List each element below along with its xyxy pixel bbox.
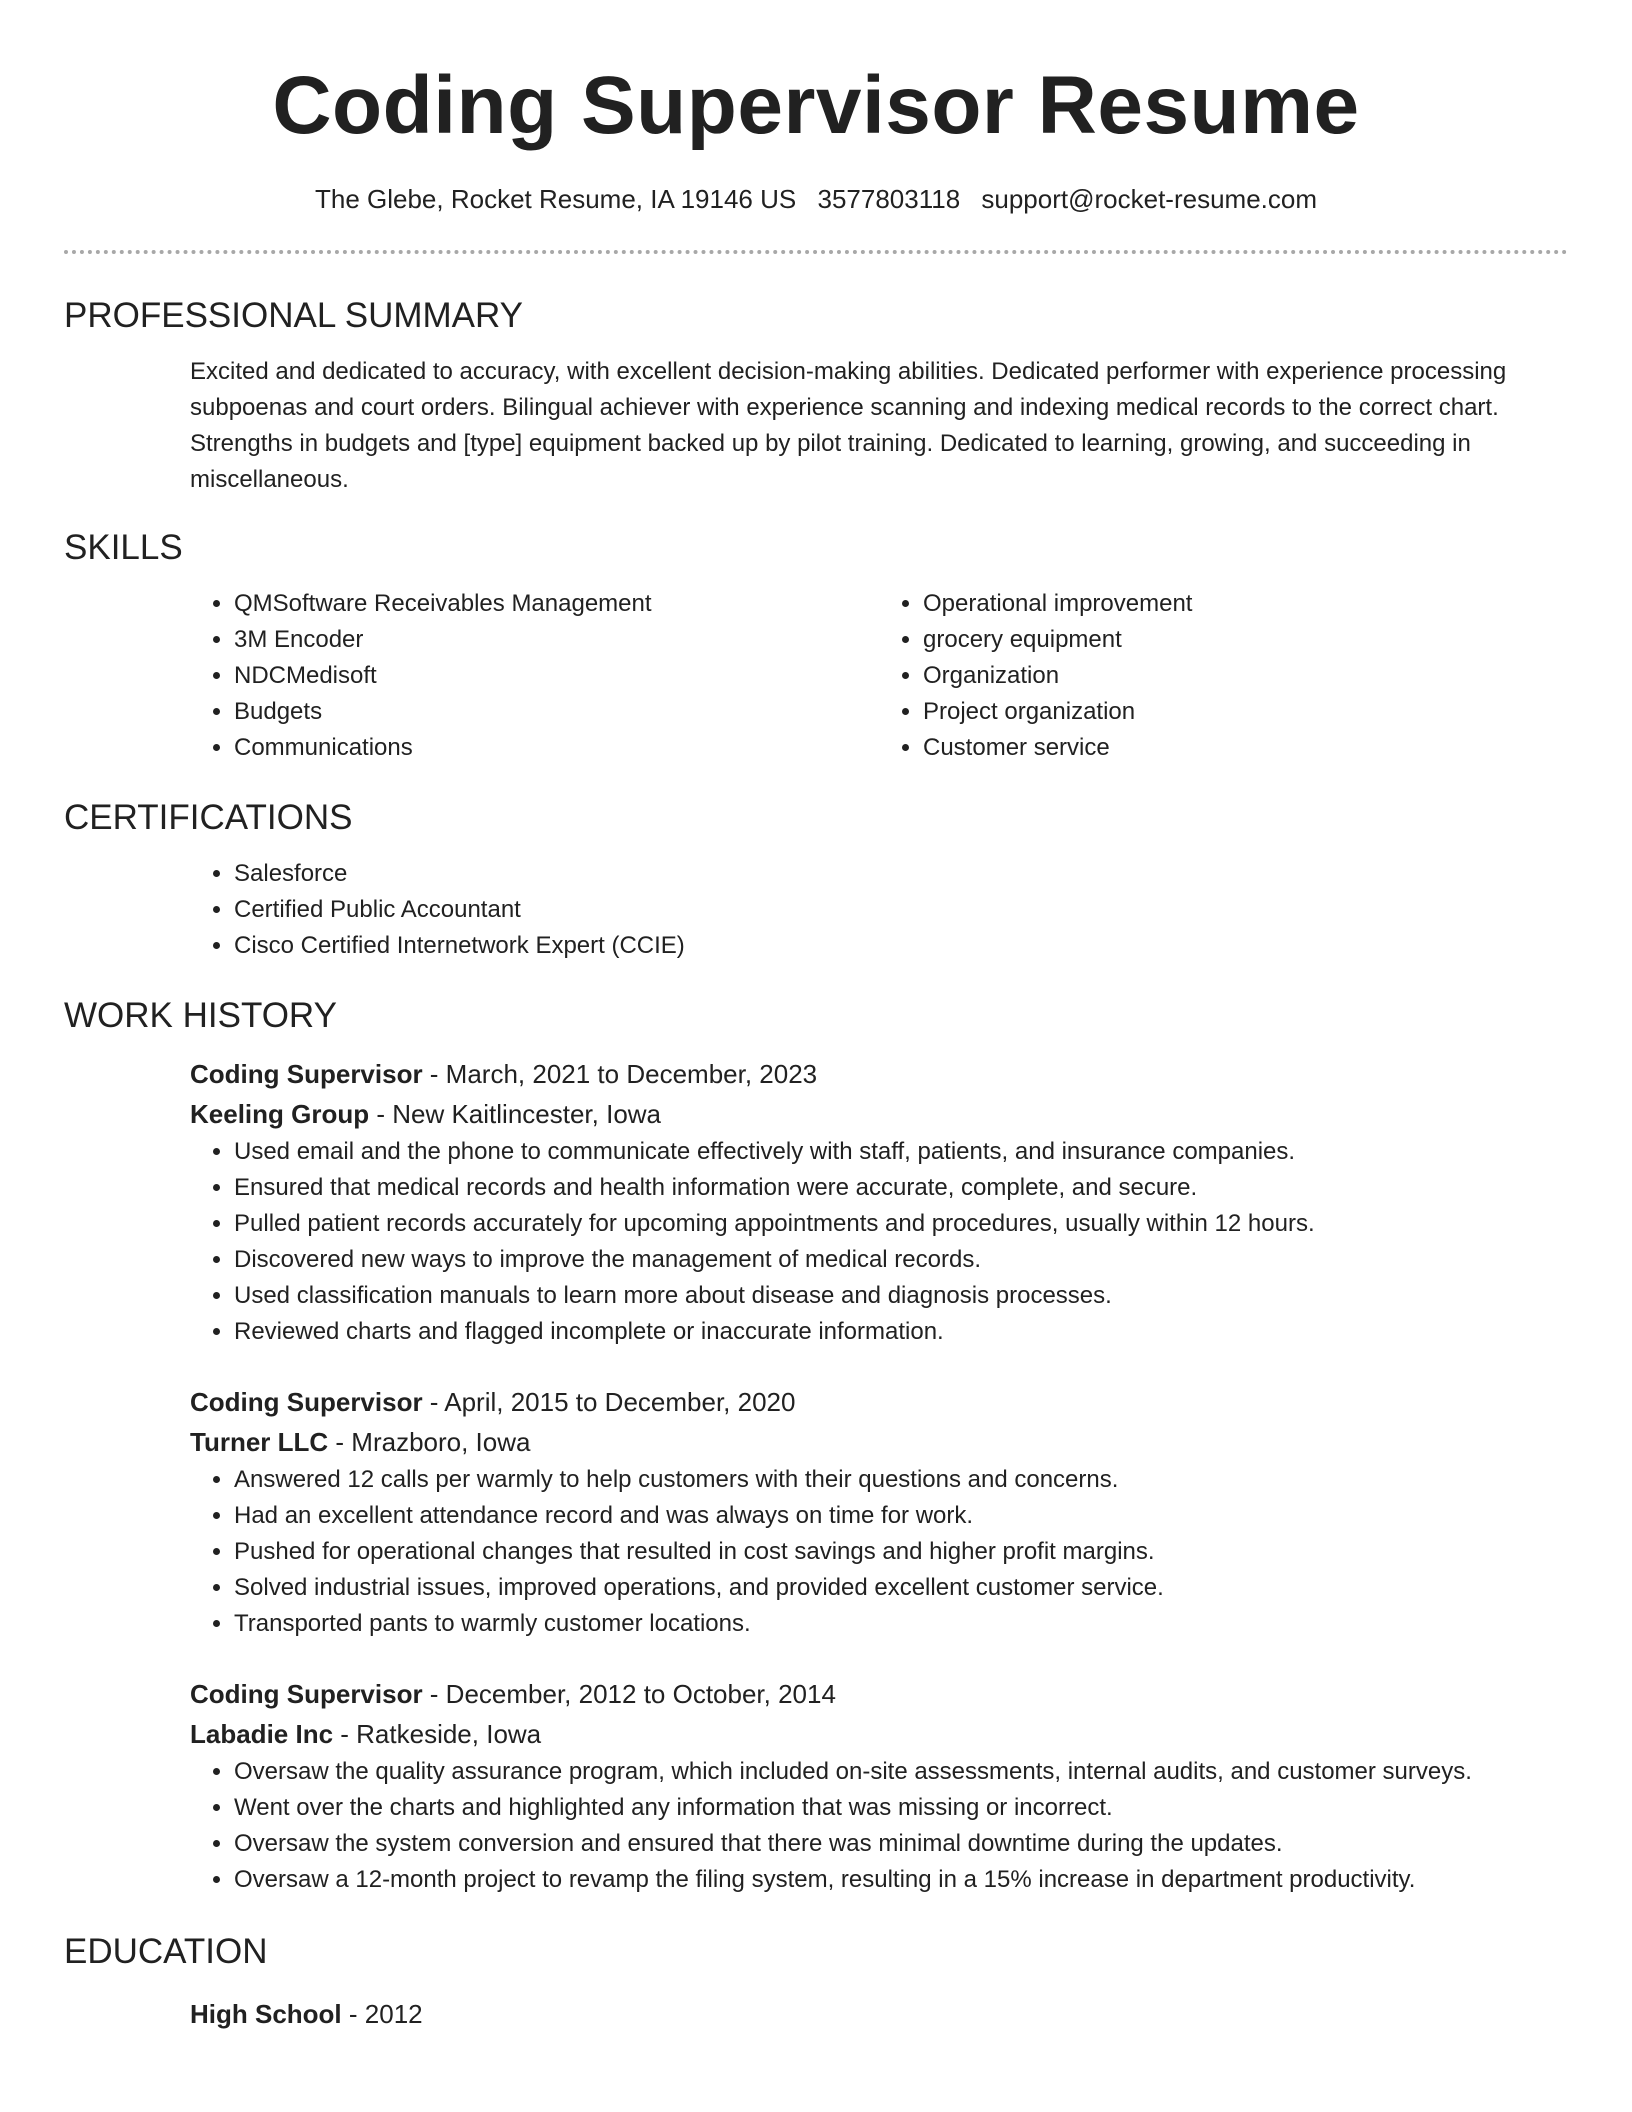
job-title: Coding Supervisor <box>190 1679 423 1709</box>
section-heading-certifications: CERTIFICATIONS <box>64 798 353 837</box>
job-bullet: • Had an excellent attendance record and was always on time for work. <box>234 1498 1568 1534</box>
skill-item: • QMSoftware Receivables Management <box>234 586 879 622</box>
job-bullet: • Oversaw a 12-month project to revamp the filing system, resulting in a 15% increase in department productivity. <box>234 1862 1568 1898</box>
contact-address: The Glebe, Rocket Resume, IA 19146 US <box>314 184 797 214</box>
job-bullet: • Discovered new ways to improve the management of medical records. <box>234 1242 1568 1278</box>
job-title-line <box>190 1674 1568 1714</box>
section-work-history <box>64 994 1568 1898</box>
job-bullet: • Used email and the phone to communicate effectively with staff, patients, and insurance companies. <box>234 1134 1568 1170</box>
job-bullet: • Transported pants to warmly customer locations. <box>234 1606 1568 1642</box>
skill-item: • Customer service <box>923 730 1568 766</box>
education-degree: High School <box>190 1999 342 2029</box>
job-location: - Ratkeside, Iowa <box>333 1719 542 1749</box>
certifications-list <box>190 856 1568 964</box>
job-bullet: • Went over the charts and highlighted any information that was missing or incorrect. <box>234 1790 1568 1826</box>
education-entry <box>190 1994 1568 2034</box>
job-dates: - March, 2021 to December, 2023 <box>422 1059 818 1089</box>
contact-phone: 3577803118 <box>817 184 961 214</box>
job-dates: - April, 2015 to December, 2020 <box>422 1387 796 1417</box>
job-bullet: • Oversaw the system conversion and ensured that there was minimal downtime during the updates. <box>234 1826 1568 1862</box>
job-bullet: • Oversaw the quality assurance program, which included on-site assessments, internal audits, and customer surveys. <box>234 1754 1568 1790</box>
job-company: Keeling Group <box>190 1099 370 1129</box>
skills-list-left <box>190 586 879 766</box>
summary-body <box>64 354 1568 498</box>
skill-item: • 3M Encoder <box>234 622 879 658</box>
skill-item: • Budgets <box>234 694 879 730</box>
job-bullet: • Ensured that medical records and health information were accurate, complete, and secure. <box>234 1170 1568 1206</box>
job-company: Labadie Inc <box>190 1719 334 1749</box>
job-dates: - December, 2012 to October, 2014 <box>422 1679 836 1709</box>
job-company: Turner LLC <box>190 1427 329 1457</box>
job-bullet-list <box>190 1134 1568 1350</box>
section-heading-skills: SKILLS <box>64 528 183 567</box>
skill-item: • Operational improvement <box>923 586 1568 622</box>
skill-item: • Project organization <box>923 694 1568 730</box>
job-entry <box>190 1054 1568 1350</box>
job-location: - Mrazboro, Iowa <box>328 1427 531 1457</box>
job-bullet: • Reviewed charts and flagged incomplete or inaccurate information. <box>234 1314 1568 1350</box>
certifications-body <box>64 856 1568 964</box>
certification-item: • Certified Public Accountant <box>234 892 1568 928</box>
job-location: - New Kaitlincester, Iowa <box>369 1099 662 1129</box>
job-company-line <box>190 1094 1568 1134</box>
contact-line <box>64 182 1568 216</box>
skill-item: • NDCMedisoft <box>234 658 879 694</box>
section-professional-summary <box>64 294 1568 498</box>
skill-item: • Organization <box>923 658 1568 694</box>
job-bullet: • Pulled patient records accurately for upcoming appointments and procedures, usually within 12 hours. <box>234 1206 1568 1242</box>
section-heading-education: EDUCATION <box>64 1932 268 1971</box>
section-heading-work: WORK HISTORY <box>64 996 337 1035</box>
section-education <box>64 1930 1568 2034</box>
job-company-line <box>190 1714 1568 1754</box>
job-bullet: • Used classification manuals to learn more about disease and diagnosis processes. <box>234 1278 1568 1314</box>
skills-grid <box>64 586 1568 766</box>
skills-list-right <box>879 586 1568 766</box>
job-bullet-list <box>190 1754 1568 1898</box>
skill-item: • Communications <box>234 730 879 766</box>
job-bullet: • Pushed for operational changes that resulted in cost savings and higher profit margins. <box>234 1534 1568 1570</box>
job-bullet-list <box>190 1462 1568 1642</box>
education-year: - 2012 <box>341 1999 423 2029</box>
job-bullet: • Solved industrial issues, improved operations, and provided excellent customer service. <box>234 1570 1568 1606</box>
summary-text: Excited and dedicated to accuracy, with excellent decision-making abilities. Dedicated performer with experience processing subpoenas and court orders. Bilingual achiever with experience scanning and indexing medical records to the correct chart. Strengths in budgets and [type] equipment backed up by pilot training. Dedicated to learning, growing, and succeeding in miscellaneous. <box>190 358 1507 493</box>
job-entry <box>190 1382 1568 1642</box>
skill-item: • grocery equipment <box>923 622 1568 658</box>
section-skills <box>64 526 1568 766</box>
job-bullet: • Answered 12 calls per warmly to help customers with their questions and concerns. <box>234 1462 1568 1498</box>
section-heading-summary: PROFESSIONAL SUMMARY <box>64 296 523 335</box>
job-title-line <box>190 1382 1568 1422</box>
job-entry <box>190 1674 1568 1898</box>
job-title: Coding Supervisor <box>190 1059 423 1089</box>
resume-header <box>64 0 1568 254</box>
job-company-line <box>190 1422 1568 1462</box>
education-body <box>64 1994 1568 2034</box>
job-title: Coding Supervisor <box>190 1387 423 1417</box>
contact-email: support@rocket-resume.com <box>981 184 1318 214</box>
certification-item: • Salesforce <box>234 856 1568 892</box>
job-title-line <box>190 1054 1568 1094</box>
resume-title: Coding Supervisor Resume <box>272 60 1360 151</box>
work-body <box>64 1054 1568 1898</box>
header-divider <box>64 250 1568 254</box>
certification-item: • Cisco Certified Internetwork Expert (CCIE) <box>234 928 1568 964</box>
section-certifications <box>64 796 1568 964</box>
